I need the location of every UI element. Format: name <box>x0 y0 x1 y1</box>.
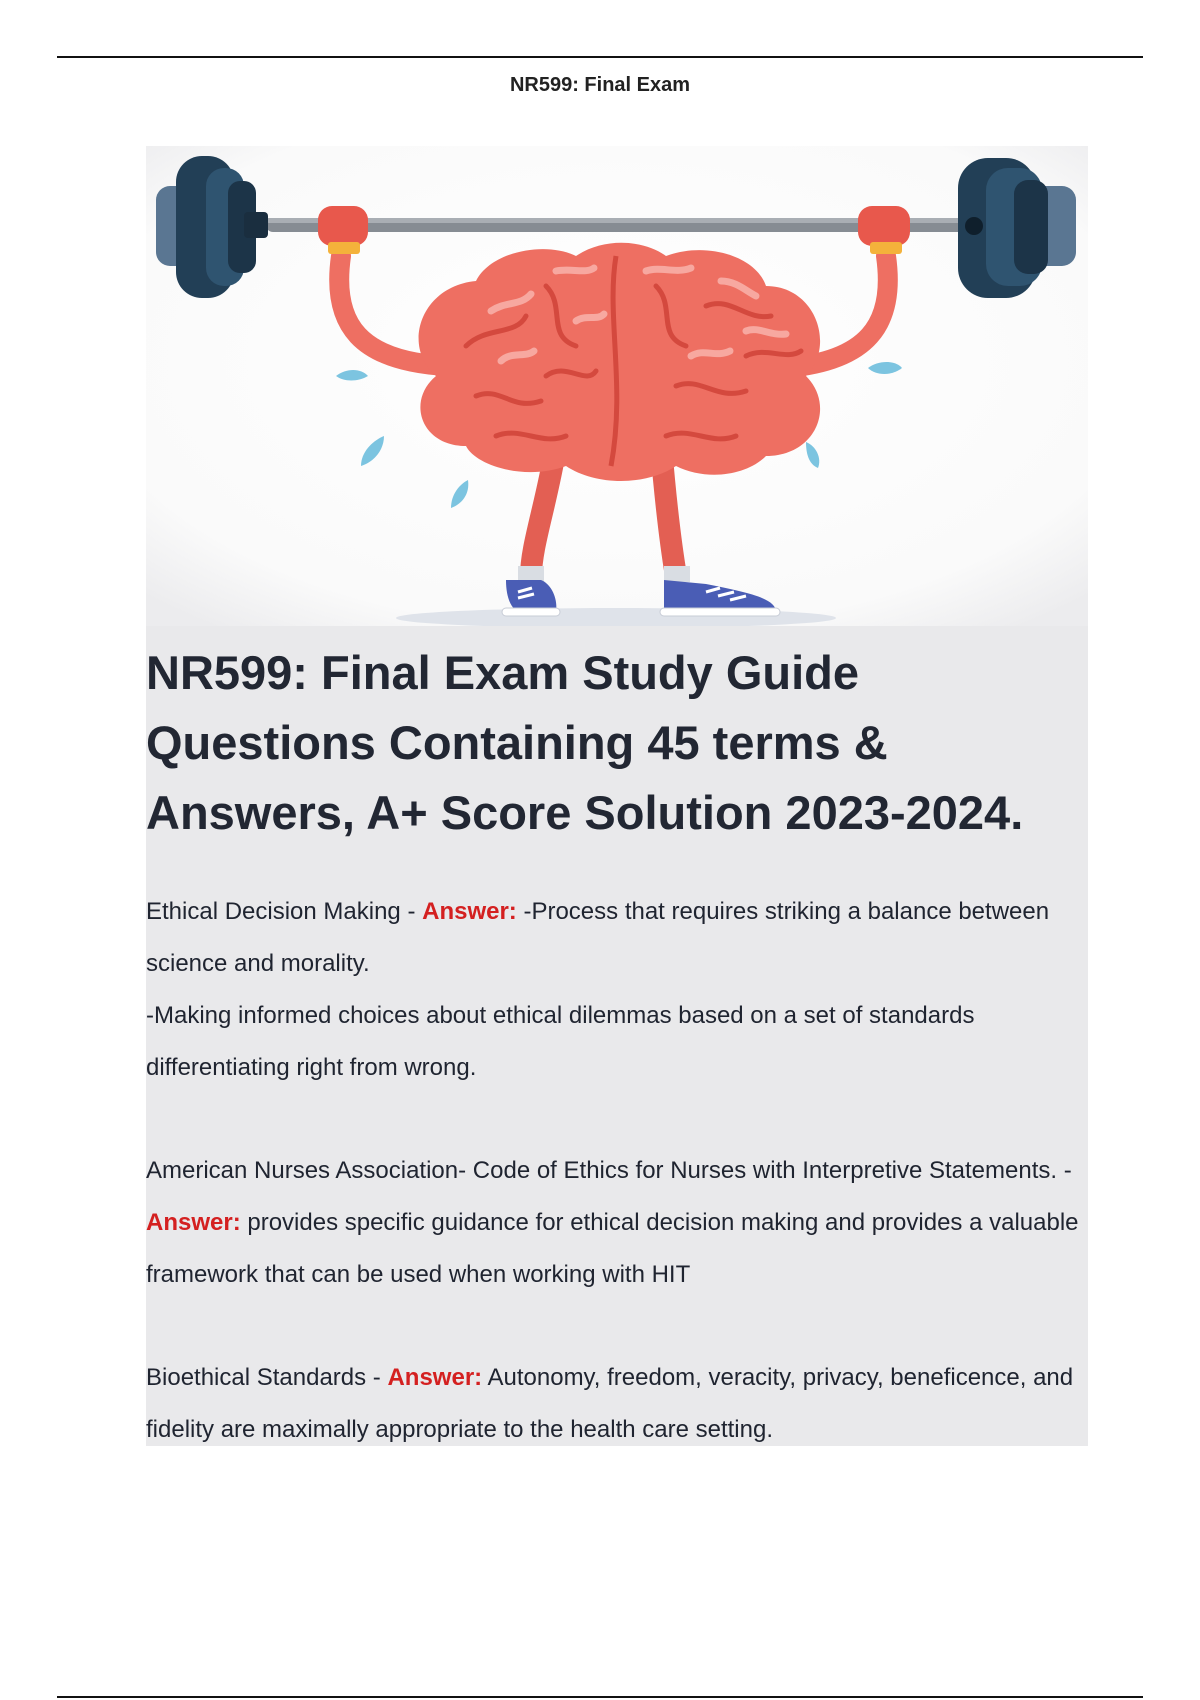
qa-answer-line: Autonomy, freedom, veracity, privacy, beneficence, and fidelity are maximally appropriate to the health care setting. <box>146 1364 1074 1443</box>
answer-label: Answer: <box>422 898 517 925</box>
qa-term: American Nurses Association- Code of Ethics for Nurses with Interpretive Statements. <box>146 1157 1058 1184</box>
qa-answer-line: -Process that requires striking a balance between science and morality. <box>146 898 1050 977</box>
qa-separator: - <box>366 1364 388 1391</box>
answer-label: Answer: <box>387 1364 483 1391</box>
content-panel <box>146 146 1088 1446</box>
qa-entry-ana-code-of-ethics <box>146 1145 1088 1301</box>
qa-term: Bioethical Standards <box>146 1364 367 1391</box>
brain-icon <box>419 243 821 481</box>
qa-entry-bioethical-standards <box>146 1352 1088 1456</box>
qa-entry-ethical-decision-making <box>146 886 1088 1094</box>
qa-answer-line: provides specific guidance for ethical decision making and provides a valuable framework that can be used when working with HIT <box>146 1209 1079 1288</box>
footer-rule <box>57 1696 1143 1698</box>
answer-label: Answer: <box>146 1209 241 1236</box>
document-title: NR599: Final Exam Study Guide Questions Containing 45 terms & Answers, A+ Score Solution 2023-2024. <box>146 646 1024 839</box>
qa-term: Ethical Decision Making <box>146 898 401 925</box>
qa-list <box>146 886 1088 1507</box>
qa-separator: - <box>400 898 423 925</box>
running-header: NR599: Final Exam <box>509 74 691 96</box>
brain-barbell-illustration <box>146 146 1088 626</box>
qa-separator: - <box>1057 1157 1072 1184</box>
qa-answer-line: -Making informed choices about ethical dilemmas based on a set of standards differentiating right from wrong. <box>146 1002 975 1081</box>
header-rule <box>57 56 1143 58</box>
